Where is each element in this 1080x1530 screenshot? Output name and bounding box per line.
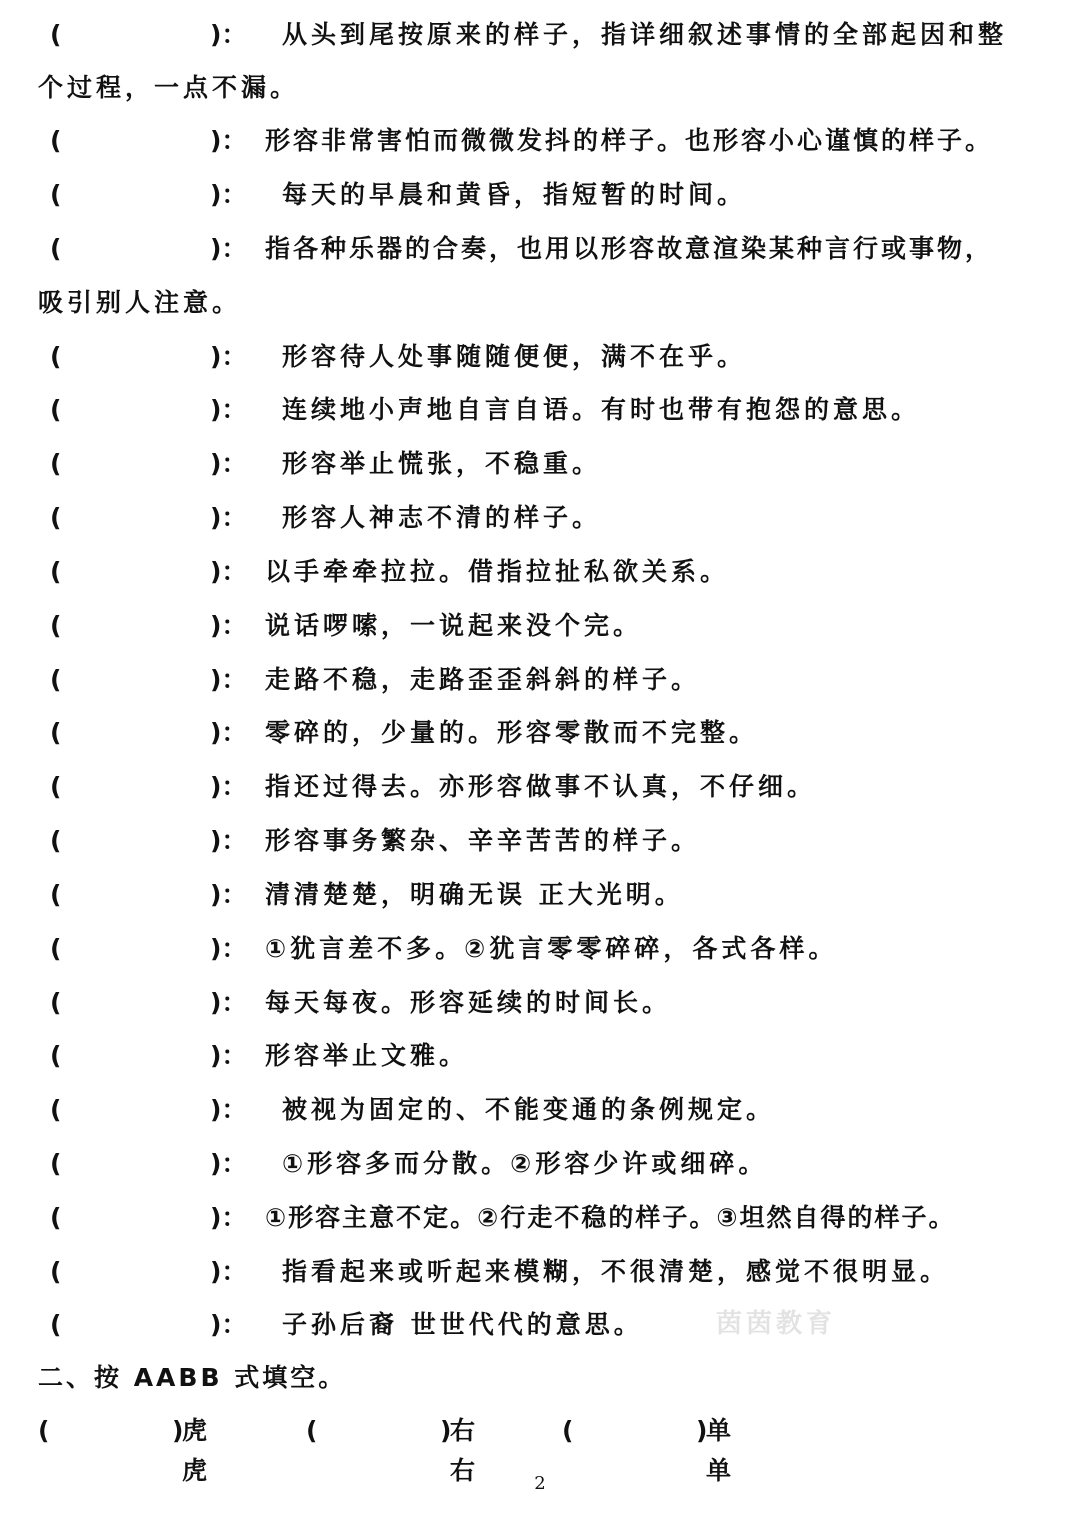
entry-definition: 指还过得去。亦形容做事不认真，不仔细。 xyxy=(265,772,817,801)
entry-definition-continued: 吸引别人注意。 xyxy=(38,288,242,317)
blank-close-paren: ) xyxy=(440,1416,452,1445)
entry-definition-continued: 个过程，一点不漏。 xyxy=(38,73,300,102)
blank-open-paren: ( xyxy=(50,20,62,49)
entry-definition: 每天的早晨和黄昏，指短暂的时间。 xyxy=(282,180,747,209)
blank-open-paren: ( xyxy=(50,1310,62,1339)
entry-definition: 形容待人处事随随便便，满不在乎。 xyxy=(282,342,747,371)
aabb-suffix: 右右 xyxy=(450,1416,478,1485)
blank-open-paren: ( xyxy=(50,772,62,801)
entry-definition: 形容事务繁杂、辛辛苦苦的样子。 xyxy=(265,826,701,855)
entry-definition: 说话啰嗦，一说起来没个完。 xyxy=(265,611,643,640)
entry-definition: ①犹言差不多。②犹言零零碎碎，各式各样。 xyxy=(265,934,838,963)
page-number: 2 xyxy=(534,1473,546,1494)
blank-close-paren: )： xyxy=(210,772,247,801)
entry-definition: 形容举止慌张，不稳重。 xyxy=(282,449,602,478)
blank-close-paren: )： xyxy=(210,1041,247,1070)
blank-open-paren: ( xyxy=(50,395,62,424)
blank-open-paren: ( xyxy=(50,665,62,694)
entry-definition: 指看起来或听起来模糊，不很清楚，感觉不很明显。 xyxy=(282,1257,950,1286)
section-title: 二、按 AABB 式填空。 xyxy=(38,1363,347,1392)
blank-open-paren: ( xyxy=(38,1416,50,1445)
entry-definition: 走路不稳，走路歪歪斜斜的样子。 xyxy=(265,665,701,694)
entry-definition: 形容非常害怕而微微发抖的样子。也形容小心谨慎的样子。 xyxy=(265,126,994,155)
blank-open-paren: ( xyxy=(50,934,62,963)
entry-definition: 零碎的，少量的。形容零散而不完整。 xyxy=(265,718,759,747)
blank-close-paren: )： xyxy=(210,934,247,963)
blank-open-paren: ( xyxy=(50,880,62,909)
blank-open-paren: ( xyxy=(50,826,62,855)
blank-open-paren: ( xyxy=(50,342,62,371)
entry-definition: 以手牵牵拉拉。借指拉扯私欲关系。 xyxy=(265,557,730,586)
blank-open-paren: ( xyxy=(50,126,62,155)
blank-open-paren: ( xyxy=(50,611,62,640)
watermark: 茵茵教育 xyxy=(716,1309,837,1339)
blank-close-paren: )： xyxy=(210,20,247,49)
blank-open-paren: ( xyxy=(50,1149,62,1178)
blank-close-paren: )： xyxy=(210,395,247,424)
blank-close-paren: )： xyxy=(210,234,247,263)
blank-close-paren: )： xyxy=(210,988,247,1017)
blank-close-paren: )： xyxy=(210,611,247,640)
blank-close-paren: )： xyxy=(210,1095,247,1124)
entry-definition: ①形容多而分散。②形容少许或细碎。 xyxy=(282,1149,768,1178)
blank-open-paren: ( xyxy=(50,557,62,586)
blank-open-paren: ( xyxy=(50,1257,62,1286)
aabb-suffix: 单单 xyxy=(706,1416,734,1485)
entry-definition: ①形容主意不定。②行走不稳的样子。③坦然自得的样子。 xyxy=(265,1203,956,1232)
entry-definition: 从头到尾按原来的样子，指详细叙述事情的全部起因和整 xyxy=(282,20,1008,49)
blank-open-paren: ( xyxy=(50,180,62,209)
blank-close-paren: ) xyxy=(172,1416,184,1445)
entry-definition: 被视为固定的、不能变通的条例规定。 xyxy=(282,1095,776,1124)
entry-definition: 清清楚楚，明确无误 正大光明。 xyxy=(265,880,684,909)
blank-open-paren: ( xyxy=(50,503,62,532)
aabb-fill-row xyxy=(0,1411,1080,1485)
entry-definition: 子孙后裔 世世代代的意思。 xyxy=(282,1310,643,1339)
entry-definition: 每天每夜。形容延续的时间长。 xyxy=(265,988,672,1017)
blank-open-paren: ( xyxy=(50,234,62,263)
blank-close-paren: )： xyxy=(210,342,247,371)
blank-open-paren: ( xyxy=(50,718,62,747)
blank-open-paren: ( xyxy=(50,988,62,1017)
blank-close-paren: )： xyxy=(210,557,247,586)
blank-close-paren: )： xyxy=(210,1203,247,1232)
blank-open-paren: ( xyxy=(50,449,62,478)
blank-close-paren: )： xyxy=(210,1257,247,1286)
blank-close-paren: )： xyxy=(210,126,247,155)
entry-definition: 指各种乐器的合奏，也用以形容故意渲染某种言行或事物， xyxy=(265,234,994,263)
blank-close-paren: ) xyxy=(696,1416,708,1445)
blank-close-paren: )： xyxy=(210,1310,247,1339)
blank-close-paren: )： xyxy=(210,503,247,532)
blank-open-paren: ( xyxy=(50,1095,62,1124)
blank-close-paren: )： xyxy=(210,718,247,747)
entry-definition: 形容举止文雅。 xyxy=(265,1041,469,1070)
aabb-suffix: 虎虎 xyxy=(182,1416,210,1485)
blank-open-paren: ( xyxy=(562,1416,574,1445)
blank-close-paren: )： xyxy=(210,180,247,209)
blank-open-paren: ( xyxy=(50,1041,62,1070)
entry-definition: 连续地小声地自言自语。有时也带有抱怨的意思。 xyxy=(282,395,921,424)
blank-close-paren: )： xyxy=(210,826,247,855)
blank-close-paren: )： xyxy=(210,1149,247,1178)
blank-open-paren: ( xyxy=(50,1203,62,1232)
entry-definition: 形容人神志不清的样子。 xyxy=(282,503,602,532)
blank-close-paren: )： xyxy=(210,880,247,909)
blank-close-paren: )： xyxy=(210,665,247,694)
blank-close-paren: )： xyxy=(210,449,247,478)
blank-open-paren: ( xyxy=(306,1416,318,1445)
